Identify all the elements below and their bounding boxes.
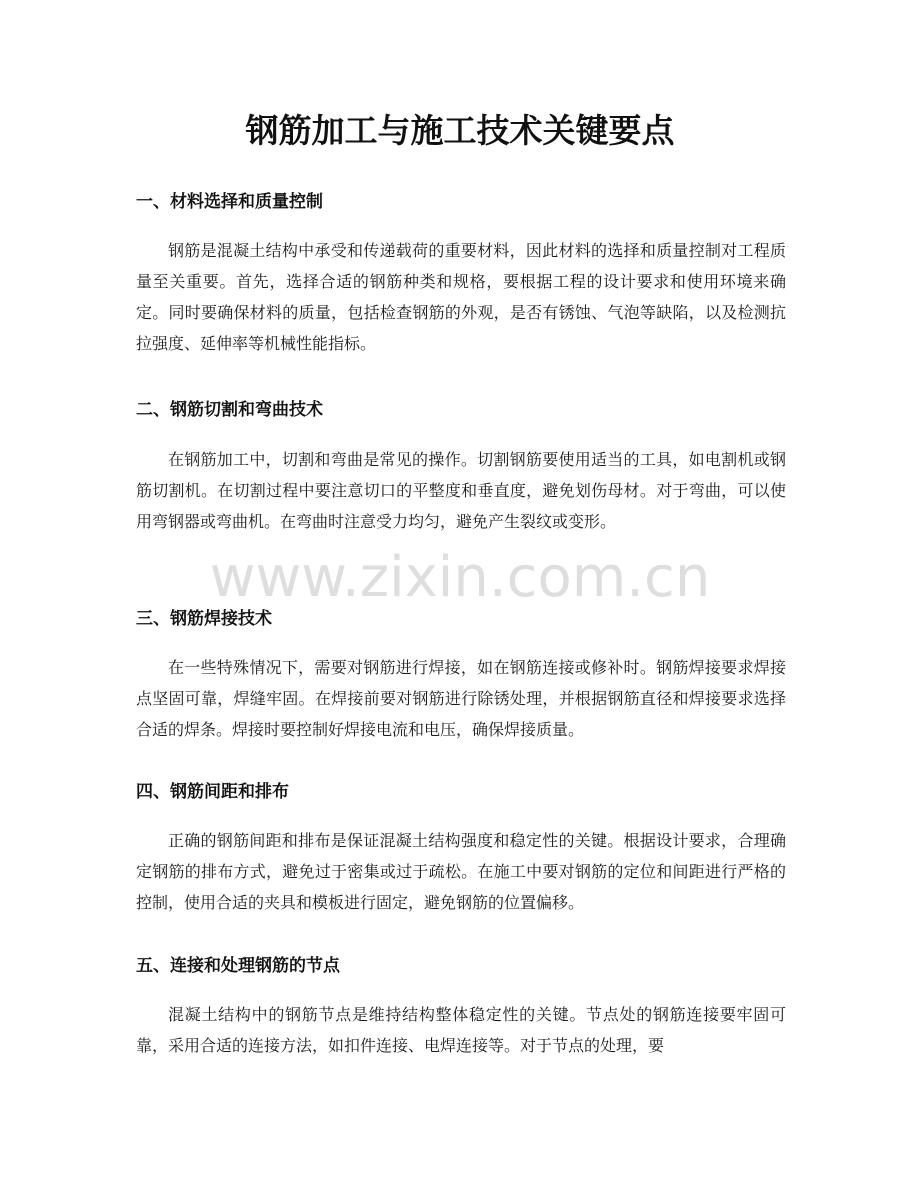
section-heading-spacing: 四、钢筋间距和排布	[136, 782, 289, 802]
section-heading-cutting-bending: 二、钢筋切割和弯曲技术	[136, 400, 323, 420]
section-heading-welding: 三、钢筋焊接技术	[136, 609, 272, 629]
document-title: 钢筋加工与施工技术关键要点	[245, 111, 675, 150]
section-heading-materials: 一、材料选择和质量控制	[136, 192, 323, 212]
section-body-welding: 在一些特殊情况下，需要对钢筋进行焊接，如在钢筋连接或修补时。钢筋焊接要求焊接点坚固可靠，焊缝牢固。在焊接前要对钢筋进行除锈处理，并根据钢筋直径和焊接要求选择合适的焊条。焊接时要控制好焊接电流和电压，确保焊接质量。	[136, 658, 786, 739]
section-body-joints: 混凝土结构中的钢筋节点是维持结构整体稳定性的关键。节点处的钢筋连接要牢固可靠，采用合适的连接方法，如扣件连接、电焊连接等。对于节点的处理，要	[136, 1005, 786, 1055]
section-heading-joints: 五、连接和处理钢筋的节点	[136, 956, 340, 976]
section-body-materials: 钢筋是混凝土结构中承受和传递载荷的重要材料，因此材料的选择和质量控制对工程质量至关重要。首先，选择合适的钢筋种类和规格，要根据工程的设计要求和使用环境来确定。同时要确保材料的质量，包括检查钢筋的外观，是否有锈蚀、气泡等缺陷，以及检测抗拉强度、延伸率等机械性能指标。	[136, 241, 786, 353]
watermark: www.zixin.com.cn	[209, 545, 711, 610]
section-body-cutting-bending: 在钢筋加工中，切割和弯曲是常见的操作。切割钢筋要使用适当的工具，如电割机或钢筋切割机。在切割过程中要注意切口的平整度和垂直度，避免划伤母材。对于弯曲，可以使用弯钢器或弯曲机。在弯曲时注意受力均匀，避免产生裂纹或变形。	[136, 450, 786, 531]
section-body-spacing: 正确的钢筋间距和排布是保证混凝土结构强度和稳定性的关键。根据设计要求，合理确定钢筋的排布方式，避免过于密集或过于疏松。在施工中要对钢筋的定位和间距进行严格的控制，使用合适的夹具和模板进行固定，避免钢筋的位置偏移。	[136, 831, 786, 912]
